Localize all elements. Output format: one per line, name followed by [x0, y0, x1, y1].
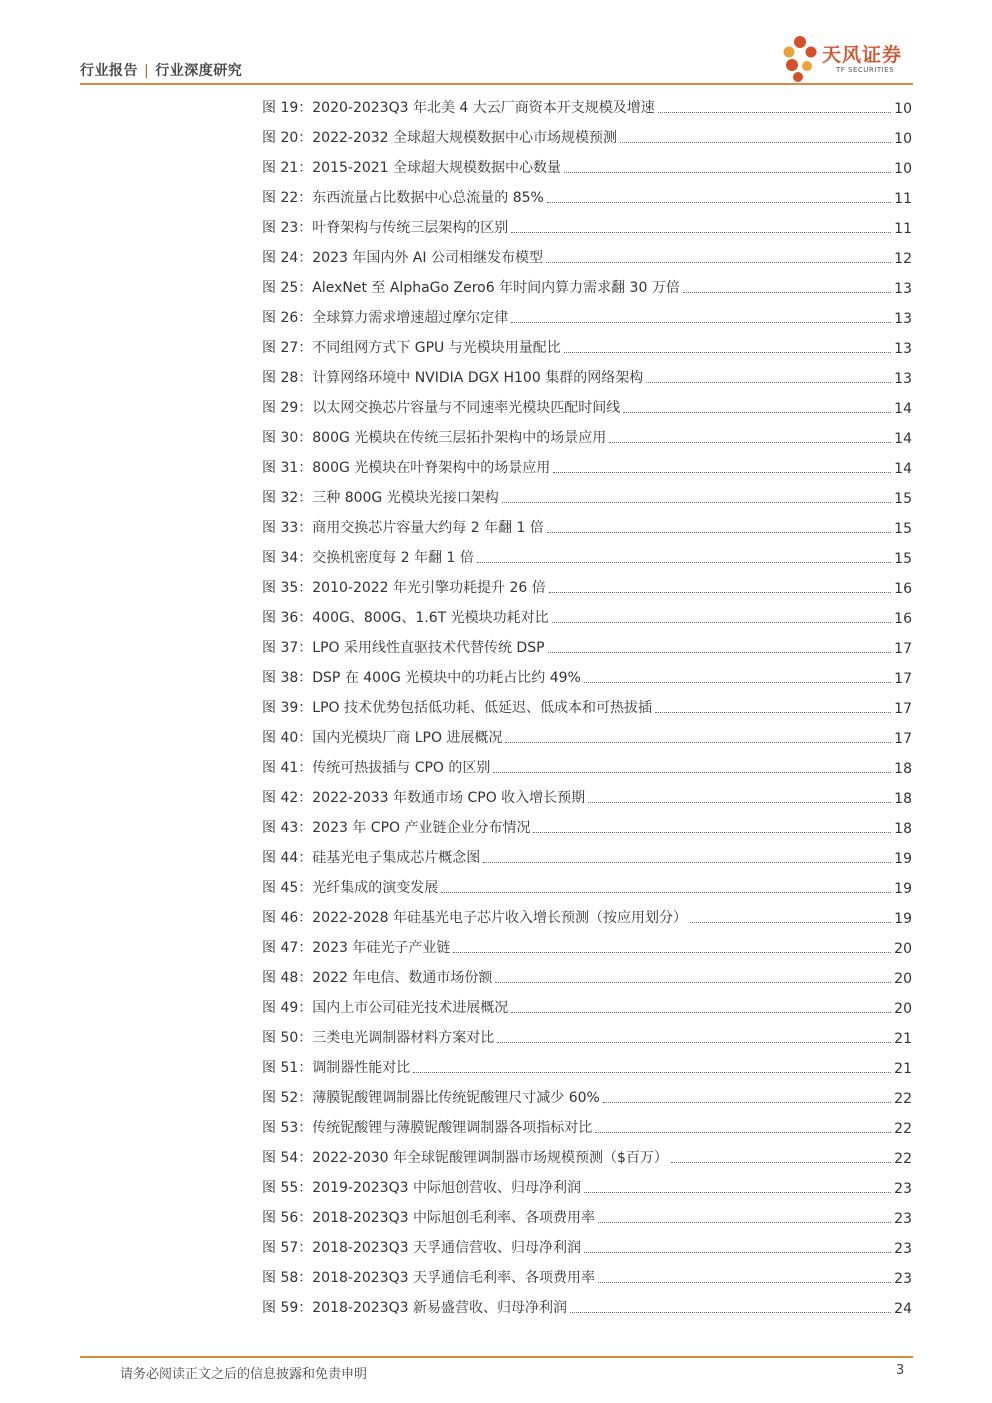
toc-page-number: 10 — [894, 161, 912, 177]
toc-page-number: 17 — [894, 701, 912, 717]
toc-entry[interactable] — [262, 483, 912, 513]
toc-figure-title: 图 52：薄膜铌酸锂调制器比传统铌酸锂尺寸减少 60% — [262, 1090, 600, 1106]
toc-page-number: 10 — [894, 131, 912, 147]
header-divider — [80, 83, 913, 85]
report-category — [80, 60, 242, 80]
toc-leader-dots — [441, 892, 891, 893]
toc-page-number: 18 — [894, 821, 912, 837]
toc-figure-title: 图 54：2022-2030 年全球铌酸锂调制器市场规模预测（$百万） — [262, 1150, 668, 1166]
toc-page-number: 15 — [894, 491, 912, 507]
toc-leader-dots — [483, 862, 891, 863]
toc-entry[interactable] — [262, 723, 912, 753]
company-logo — [778, 32, 918, 84]
toc-leader-dots — [598, 1222, 891, 1223]
toc-entry[interactable] — [262, 873, 912, 903]
toc-leader-dots — [497, 1042, 891, 1043]
toc-leader-dots — [690, 922, 891, 923]
toc-leader-dots — [671, 1162, 891, 1163]
toc-figure-title: 图 24：2023 年国内外 AI 公司相继发布模型 — [262, 250, 543, 266]
toc-page-number: 23 — [894, 1211, 912, 1227]
toc-entry[interactable] — [262, 1203, 912, 1233]
toc-leader-dots — [564, 352, 891, 353]
toc-figure-title: 图 19：2020-2023Q3 年北美 4 大云厂商资本开支规模及增速 — [262, 100, 655, 116]
toc-page-number: 10 — [894, 101, 912, 117]
toc-figure-title: 图 35：2010-2022 年光引擎功耗提升 26 倍 — [262, 580, 546, 596]
toc-figure-title: 图 59：2018-2023Q3 新易盛营收、归母净利润 — [262, 1300, 567, 1316]
toc-figure-title: 图 53：传统铌酸锂与薄膜铌酸锂调制器各项指标对比 — [262, 1120, 593, 1136]
footer-divider — [80, 1356, 913, 1358]
toc-figure-title: 图 44：硅基光电子集成芯片概念图 — [262, 850, 481, 866]
toc-entry[interactable] — [262, 513, 912, 543]
toc-page-number: 12 — [894, 251, 912, 267]
toc-leader-dots — [477, 562, 891, 563]
toc-figure-title: 图 21：2015-2021 全球超大规模数据中心数量 — [262, 160, 562, 176]
toc-page-number: 13 — [894, 311, 912, 327]
toc-entry[interactable] — [262, 123, 912, 153]
toc-page-number: 15 — [894, 551, 912, 567]
toc-entry[interactable] — [262, 1053, 912, 1083]
toc-entry[interactable] — [262, 693, 912, 723]
toc-page-number: 20 — [894, 1001, 912, 1017]
toc-page-number: 13 — [894, 281, 912, 297]
toc-entry[interactable] — [262, 663, 912, 693]
toc-leader-dots — [505, 742, 891, 743]
toc-leader-dots — [533, 832, 891, 833]
toc-entry[interactable] — [262, 1173, 912, 1203]
toc-figure-title: 图 36：400G、800G、1.6T 光模块功耗对比 — [262, 610, 549, 626]
toc-entry[interactable] — [262, 333, 912, 363]
toc-entry[interactable] — [262, 93, 912, 123]
toc-leader-dots — [453, 952, 891, 953]
toc-page-number: 11 — [894, 221, 912, 237]
toc-page-number: 13 — [894, 371, 912, 387]
toc-page-number: 23 — [894, 1241, 912, 1257]
toc-figure-title: 图 22：东西流量占比数据中心总流量的 85% — [262, 190, 544, 206]
page-number: 3 — [896, 1363, 905, 1378]
toc-leader-dots — [655, 712, 891, 713]
toc-page-number: 19 — [894, 911, 912, 927]
toc-entry[interactable] — [262, 1143, 912, 1173]
toc-entry[interactable] — [262, 903, 912, 933]
toc-leader-dots — [502, 502, 891, 503]
toc-leader-dots — [413, 1072, 891, 1073]
toc-page-number: 23 — [894, 1181, 912, 1197]
toc-entry[interactable] — [262, 393, 912, 423]
toc-figure-title: 图 49：国内上市公司硅光技术进展概况 — [262, 1000, 509, 1016]
toc-leader-dots — [511, 322, 891, 323]
toc-entry[interactable] — [262, 1083, 912, 1113]
toc-leader-dots — [598, 1282, 891, 1283]
toc-entry[interactable] — [262, 753, 912, 783]
toc-figure-title: 图 46：2022-2028 年硅基光电子芯片收入增长预测（按应用划分） — [262, 910, 688, 926]
toc-entry[interactable] — [262, 1263, 912, 1293]
toc-entry[interactable] — [262, 303, 912, 333]
toc-leader-dots — [588, 802, 891, 803]
toc-page-number: 11 — [894, 191, 912, 207]
toc-page-number: 20 — [894, 971, 912, 987]
toc-figure-title: 图 58：2018-2023Q3 天孚通信毛利率、各项费用率 — [262, 1270, 595, 1286]
toc-entry[interactable] — [262, 423, 912, 453]
toc-figure-title: 图 38：DSP 在 400G 光模块中的功耗占比约 49% — [262, 670, 581, 686]
toc-figure-title: 图 27：不同组网方式下 GPU 与光模块用量配比 — [262, 340, 561, 356]
toc-figure-title: 图 25：AlexNet 至 AlphaGo Zero6 年时间内算力需求翻 30 万倍 — [262, 280, 680, 296]
toc-figure-title: 图 56：2018-2023Q3 中际旭创毛利率、各项费用率 — [262, 1210, 595, 1226]
toc-page-number: 19 — [894, 881, 912, 897]
toc-entry[interactable] — [262, 183, 912, 213]
toc-figure-title: 图 55：2019-2023Q3 中际旭创营收、归母净利润 — [262, 1180, 581, 1196]
toc-page-number: 17 — [894, 641, 912, 657]
toc-leader-dots — [547, 202, 891, 203]
figure-index-list — [262, 93, 912, 1323]
toc-entry[interactable] — [262, 453, 912, 483]
toc-leader-dots — [493, 772, 891, 773]
toc-figure-title: 图 33：商用交换芯片容量大约每 2 年翻 1 倍 — [262, 520, 544, 536]
toc-figure-title: 图 40：国内光模块厂商 LPO 进展概况 — [262, 730, 503, 746]
toc-leader-dots — [549, 592, 891, 593]
toc-entry[interactable] — [262, 153, 912, 183]
toc-page-number: 22 — [894, 1091, 912, 1107]
toc-page-number: 14 — [894, 401, 912, 417]
toc-leader-dots — [553, 472, 891, 473]
toc-figure-title: 图 50：三类电光调制器材料方案对比 — [262, 1030, 495, 1046]
toc-figure-title: 图 31：800G 光模块在叶脊架构中的场景应用 — [262, 460, 551, 476]
toc-leader-dots — [646, 382, 891, 383]
toc-entry[interactable] — [262, 843, 912, 873]
toc-leader-dots — [584, 682, 891, 683]
toc-entry[interactable] — [262, 783, 912, 813]
toc-leader-dots — [564, 172, 891, 173]
toc-leader-dots — [511, 1012, 891, 1013]
category-separator: | — [144, 63, 150, 79]
toc-entry[interactable] — [262, 1233, 912, 1263]
toc-page-number: 13 — [894, 341, 912, 357]
toc-figure-title: 图 20：2022-2032 全球超大规模数据中心市场规模预测 — [262, 130, 618, 146]
toc-figure-title: 图 42：2022-2033 年数通市场 CPO 收入增长预期 — [262, 790, 586, 806]
toc-figure-title: 图 26：全球算力需求增速超过摩尔定律 — [262, 310, 509, 326]
toc-page-number: 22 — [894, 1121, 912, 1137]
toc-entry[interactable] — [262, 1293, 912, 1323]
toc-figure-title: 图 43：2023 年 CPO 产业链企业分布情况 — [262, 820, 531, 836]
toc-leader-dots — [658, 112, 891, 113]
toc-leader-dots — [609, 442, 891, 443]
logo-english-name: TF SECURITIES — [836, 66, 895, 74]
toc-entry[interactable] — [262, 273, 912, 303]
toc-figure-title: 图 48：2022 年电信、数通市场份额 — [262, 970, 493, 986]
toc-figure-title: 图 45：光纤集成的演变发展 — [262, 880, 439, 896]
toc-figure-title: 图 23：叶脊架构与传统三层架构的区别 — [262, 220, 509, 236]
toc-entry[interactable] — [262, 243, 912, 273]
toc-leader-dots — [547, 532, 891, 533]
toc-figure-title: 图 28：计算网络环境中 NVIDIA DGX H100 集群的网络架构 — [262, 370, 644, 386]
toc-page-number: 15 — [894, 521, 912, 537]
toc-leader-dots — [623, 412, 891, 413]
toc-figure-title: 图 34：交换机密度每 2 年翻 1 倍 — [262, 550, 474, 566]
toc-page-number: 19 — [894, 851, 912, 867]
toc-figure-title: 图 32：三种 800G 光模块光接口架构 — [262, 490, 499, 506]
toc-entry[interactable] — [262, 993, 912, 1023]
toc-page-number: 14 — [894, 431, 912, 447]
toc-entry[interactable] — [262, 1113, 912, 1143]
toc-entry[interactable] — [262, 633, 912, 663]
toc-leader-dots — [552, 622, 891, 623]
logo-chinese-name: 天风证券 — [822, 44, 903, 66]
toc-entry[interactable] — [262, 933, 912, 963]
toc-figure-title: 图 47：2023 年硅光子产业链 — [262, 940, 451, 956]
toc-page-number: 18 — [894, 791, 912, 807]
subcategory-label: 行业深度研究 — [155, 63, 243, 79]
toc-figure-title: 图 39：LPO 技术优势包括低功耗、低延迟、低成本和可热拔插 — [262, 700, 652, 716]
toc-page-number: 14 — [894, 461, 912, 477]
toc-leader-dots — [511, 232, 891, 233]
toc-page-number: 18 — [894, 761, 912, 777]
toc-entry[interactable] — [262, 543, 912, 573]
toc-page-number: 21 — [894, 1061, 912, 1077]
toc-entry[interactable] — [262, 813, 912, 843]
toc-entry[interactable] — [262, 363, 912, 393]
flower-logo-icon — [778, 32, 822, 84]
toc-page-number: 20 — [894, 941, 912, 957]
toc-figure-title: 图 57：2018-2023Q3 天孚通信营收、归母净利润 — [262, 1240, 581, 1256]
toc-figure-title: 图 29：以太网交换芯片容量与不同速率光模块匹配时间线 — [262, 400, 621, 416]
toc-page-number: 17 — [894, 731, 912, 747]
toc-page-number: 17 — [894, 671, 912, 687]
toc-leader-dots — [548, 652, 891, 653]
toc-leader-dots — [603, 1102, 891, 1103]
toc-leader-dots — [546, 262, 891, 263]
category-label: 行业报告 — [80, 63, 138, 79]
toc-leader-dots — [595, 1132, 891, 1133]
toc-page-number: 23 — [894, 1271, 912, 1287]
toc-leader-dots — [620, 142, 891, 143]
toc-page-number: 24 — [894, 1301, 912, 1317]
toc-entry[interactable] — [262, 963, 912, 993]
toc-leader-dots — [495, 982, 891, 983]
toc-entry[interactable] — [262, 1023, 912, 1053]
toc-leader-dots — [584, 1192, 891, 1193]
toc-page-number: 21 — [894, 1031, 912, 1047]
toc-page-number: 16 — [894, 581, 912, 597]
toc-page-number: 16 — [894, 611, 912, 627]
toc-page-number: 22 — [894, 1151, 912, 1167]
toc-leader-dots — [683, 292, 891, 293]
toc-leader-dots — [570, 1312, 891, 1313]
toc-figure-title: 图 51：调制器性能对比 — [262, 1060, 411, 1076]
toc-figure-title: 图 41：传统可热拔插与 CPO 的区别 — [262, 760, 491, 776]
toc-entry[interactable] — [262, 603, 912, 633]
toc-figure-title: 图 37：LPO 采用线性直驱技术代替传统 DSP — [262, 640, 545, 656]
toc-entry[interactable] — [262, 213, 912, 243]
toc-entry[interactable] — [262, 573, 912, 603]
toc-leader-dots — [584, 1252, 891, 1253]
toc-figure-title: 图 30：800G 光模块在传统三层拓扑架构中的场景应用 — [262, 430, 607, 446]
disclaimer-text: 请务必阅读正文之后的信息披露和免责申明 — [120, 1367, 368, 1382]
